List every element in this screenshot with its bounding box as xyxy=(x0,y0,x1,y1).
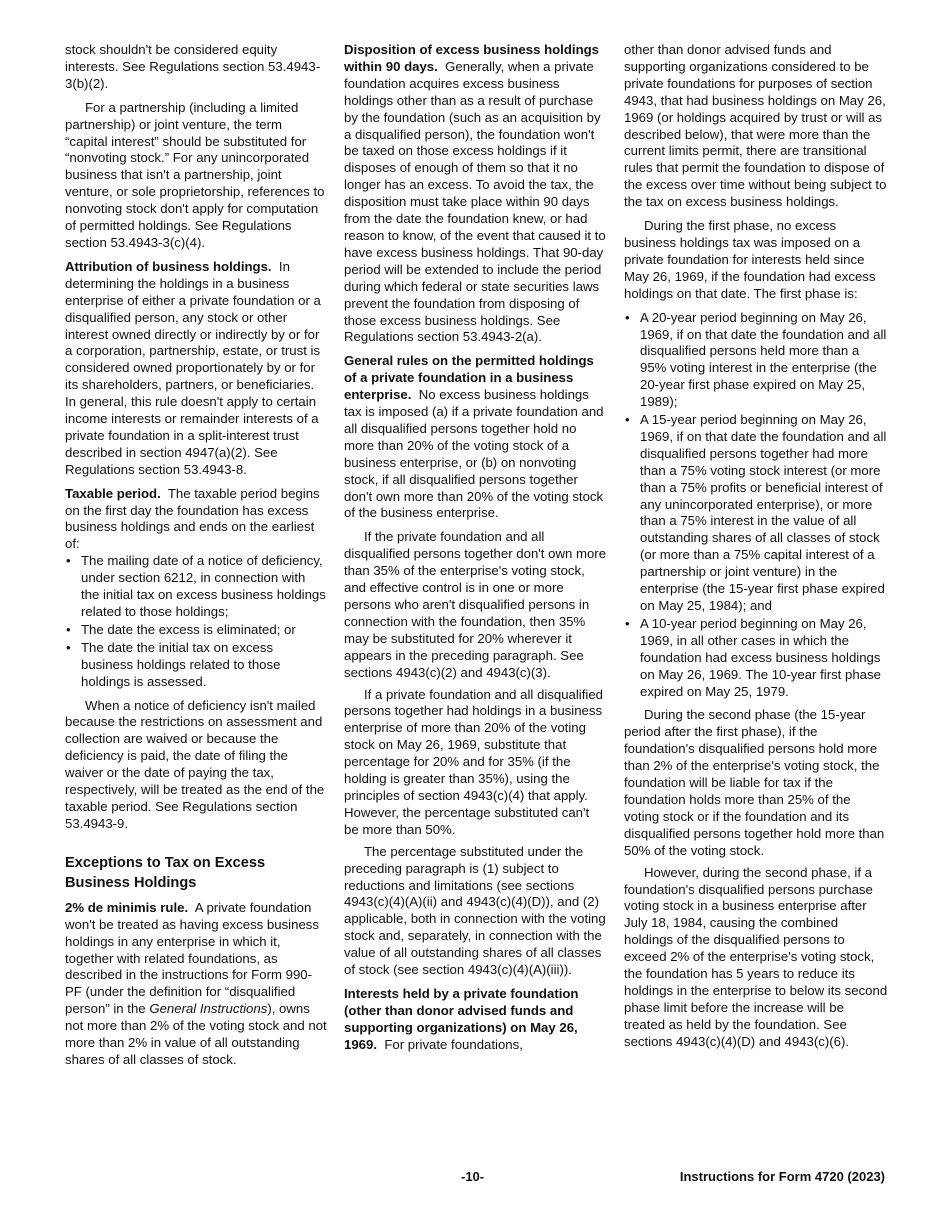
paragraph-text: A private foundation won't be treated as having excess business holdings in any enterprise in which it, together with related foundations, as described in the instructions for Form 990-PF (under the definition for “disqualified person” in the xyxy=(65,899,319,1017)
paragraph: If the private foundation and all disqualified persons together don't own more than 35% of the enterprise's voting stock, and effective control is in one or more persons who aren't disqualified persons in connection with the foundation, then 35% may be substituted for 20% wherever it appears in the preceding paragraph. See sections 4943(c)(2) and 4943(c)(3). xyxy=(344,529,607,680)
paragraph: For a partnership (including a limited partnership) or joint venture, the term “capital interest” should be substituted for “nonvoting stock.” For any unincorporated business that isn't a partnership, joint venture, or sole proprietorship, references to nonvoting stock don't apply for computation of permitted holdings. See Regulations section 53.4943-3(c)(4). xyxy=(65,99,325,250)
bullet-list xyxy=(624,310,888,701)
list-item: • The mailing date of a notice of deficiency, under section 6212, in connection with the initial tax on excess business holdings related to those holdings; xyxy=(65,553,327,621)
run-in-heading: Disposition of excess business holdings within 90 days. xyxy=(344,42,600,74)
column-middle xyxy=(344,42,607,1061)
paragraph-text: For private foundations, xyxy=(384,1036,523,1052)
paragraph-text: ), owns not more than 2% of the voting stock and not more than 2% in value of all outstanding shares of all classes of stock. xyxy=(65,1001,327,1067)
paragraph-text: No excess business holdings tax is imposed (a) if a private foundation and all disqualified persons together hold no more than 20% of the voting stock of a business enterprise, or (b) on nonvoting stock, if all disqualified persons together don't own more than 20% of the voting stock of the business enterprise. xyxy=(344,387,604,521)
column-right xyxy=(624,42,888,1056)
run-in-heading: General rules on the permitted holdings of a private foundation in a business enterprise. xyxy=(344,353,594,403)
run-in-heading: 2% de minimis rule. xyxy=(65,899,189,915)
paragraph-text: In determining the holdings in a business enterprise of either a private foundation or a disqualified person, any stock or other interest owned directly or indirectly by or for a corporation, partnership, estate, or trust is considered owned proportionately by or for its shareholders, partners, or beneficiaries. In general, this rule doesn't apply to certain income interests or remainder interests of a private foundation in a split-interest trust described in section 4947(a)(2). See Regulations section 53.4943-8. xyxy=(65,258,321,477)
list-item: • A 15-year period beginning on May 26, 1969, if on that date the foundation and all disqualified persons together had more than a 75% voting stock interest (or more than a 75% profits or beneficial interest of any unincorporated enterprise), or more than a 75% interest in the value of all outstanding shares of all classes of stock (or more than a 75% capital interest of a partnership or joint venture) in the enterprise (the 15-year first phase expired on May 25, 1984); and xyxy=(624,412,888,615)
list-item: • The date the initial tax on excess business holdings related to those holdings is assessed. xyxy=(65,640,327,691)
paragraph xyxy=(344,42,607,346)
column-left xyxy=(65,42,327,1076)
run-in-heading: Interests held by a private foundation (other than donor advised funds and supporting organizations) on May 26, 1969. xyxy=(344,985,579,1052)
list-item: • The date the excess is eliminated; or xyxy=(65,622,327,639)
footer-title: Instructions for Form 4720 (2023) xyxy=(679,1169,885,1184)
paragraph: The percentage substituted under the preceding paragraph is (1) subject to reductions and limitations (see sections 4943(c)(4)(A)(ii) and 4943(c)(4)(D)), and (2) applicable, both in connection with the voting stock and, separately, in connection with the value of all outstanding shares of all classes of stock (see section 4943(c)(4)(A)(iii)). xyxy=(344,843,606,978)
section-heading: Exceptions to Tax on Excess Business Holdings xyxy=(65,854,266,891)
paragraph: When a notice of deficiency isn't mailed because the restrictions on assessment and collection are waived or because the deficiency is paid, the date of filing the waiver or the date of paying the tax, respectively, will be treated as the end of the taxable period. See Regulations section 53.4943-9. xyxy=(65,697,325,831)
paragraph: stock shouldn't be considered equity interests. See Regulations section 53.4943-3(b)(2). xyxy=(65,42,321,91)
paragraph: During the second phase (the 15-year period after the first phase), if the foundation's disqualified persons hold more than 2% of the enterprise's voting stock, the foundation will be liable for tax if the foundation holds more than 25% of the voting stock or if the foundation and its disqualified persons together hold more than 50% of the voting stock. xyxy=(624,707,885,858)
list-item: • A 20-year period beginning on May 26, 1969, if on that date the foundation and all disqualified persons held more than a 95% voting interest in the enterprise (the 20-year first phase expired on May 25, 1989); xyxy=(624,310,888,411)
bullet-list xyxy=(65,553,327,690)
page-number: -10- xyxy=(461,1169,485,1184)
paragraph xyxy=(65,900,327,1069)
paragraph: other than donor advised funds and supporting organizations considered to be private foundations for purposes of section 4943, that had business holdings on May 26, 1969 (or holdings acquired by trust or will as described below), that were more than the current limits permit, there are transitional rules that permit the foundation to dispose of the excess over time without being subject to the tax on excess business holdings. xyxy=(624,42,887,210)
paragraph xyxy=(65,486,327,554)
paragraph xyxy=(344,986,607,1054)
italic-reference: General Instructions xyxy=(149,1001,268,1017)
paragraph: However, during the second phase, if a foundation's disqualified persons purchase voting stock in a business enterprise after July 18, 1984, causing the combined holdings of the disqualified persons to exceed 2% of the enterprise's voting stock, the foundation has 5 years to reduce its holdings in the enterprise to below its second phase limit before the increase will be treated as held by the foundation. See sections 4943(c)(4)(D) and 4943(c)(6). xyxy=(624,864,888,1049)
paragraph-text: The taxable period begins on the first day the foundation has excess business holdings and ends on the earliest of: xyxy=(65,485,320,552)
run-in-heading: Taxable period. xyxy=(65,485,161,501)
paragraph-text: Generally, when a private foundation acquires excess business holdings other than as a result of purchase by the foundation (such as an acquisition by a disqualified person), the foundation won't be taxed on those excess holdings if it disposes of enough of them so that it no longer has an excess. To avoid the tax, the disposition must take place within 90 days from the date the foundation knew, or had reason to know, of the event that caused it to have excess business holdings. That 90-day period will be extended to include the period during which federal or state securities laws prevent the foundation from disposing of those excess business holdings. See Regulations section 53.4943-2(a). xyxy=(344,58,606,345)
paragraph: During the first phase, no excess business holdings tax was imposed on a private foundation for interests held since May 26, 1969, if the foundation had excess holdings on that date. The first phase is: xyxy=(624,218,876,301)
run-in-heading: Attribution of business holdings. xyxy=(65,258,272,274)
paragraph: If a private foundation and all disqualified persons together had holdings in a business enterprise of more than 20% of the voting stock on May 26, 1969, substitute that percentage for 20% and for 35% (if the holding is greater than 35%), using the principles of section 4943(c)(4) that apply. However, the percentage substituted can't be more than 50%. xyxy=(344,686,604,837)
paragraph xyxy=(344,353,607,522)
list-item: • A 10-year period beginning on May 26, 1969, in all other cases in which the foundation had excess business holdings on May 26, 1969. The 10-year first phase expired on May 25, 1979. xyxy=(624,616,888,701)
paragraph xyxy=(65,259,327,479)
